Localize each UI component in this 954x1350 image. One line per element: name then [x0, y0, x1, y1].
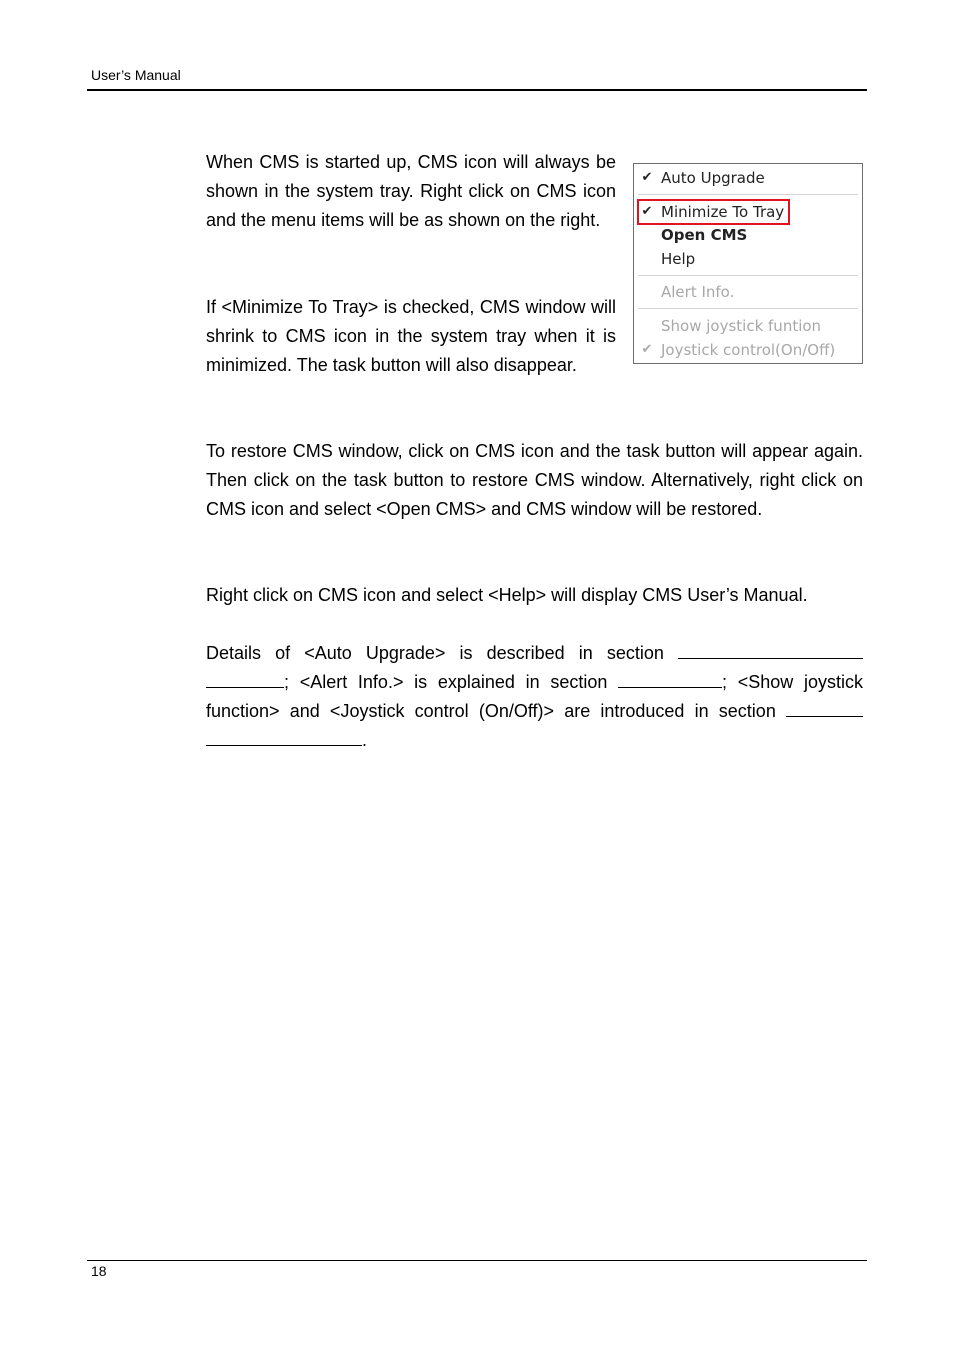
menu-item-open-cms[interactable]	[634, 224, 862, 246]
details-text-1: Details of <Auto Upgrade> is described in section	[206, 643, 678, 663]
check-icon: ✔	[641, 170, 653, 185]
check-icon: ✔	[641, 204, 653, 219]
menu-item-alert-info[interactable]	[634, 281, 862, 303]
menu-item-help[interactable]	[634, 248, 862, 270]
header-divider	[87, 89, 867, 91]
menu-separator	[638, 275, 858, 276]
details-text-2: ; <Alert Info.> is explained in section	[284, 672, 619, 692]
paragraph-help: Right click on CMS icon and select <Help> will display CMS User’s Manual.	[206, 585, 808, 605]
menu-item-auto-upgrade[interactable]	[634, 167, 862, 189]
section-blank	[206, 728, 362, 746]
menu-item-show-joystick[interactable]	[634, 315, 862, 337]
menu-item-label: Joystick control(On/Off)	[661, 341, 836, 359]
details-text-4: .	[362, 730, 368, 750]
paragraph-restore-window: To restore CMS window, click on CMS icon and the task button will appear again. Then click on the task button to restore CMS window. Alternatively, right click on CMS icon and select <Open CMS> and CMS window will be restored.	[206, 441, 863, 519]
menu-separator	[638, 308, 858, 309]
cms-tray-context-menu	[633, 163, 863, 364]
section-blank	[618, 670, 722, 688]
menu-item-label: Show joystick funtion	[661, 317, 822, 335]
paragraph-minimize-to-tray: If <Minimize To Tray> is checked, CMS window will shrink to CMS icon in the system tray when it is minimized. The task button will also disappear.	[206, 297, 616, 375]
menu-item-label: Alert Info.	[661, 283, 735, 301]
highlight-box	[637, 199, 790, 225]
menu-item-label: Help	[661, 250, 696, 268]
paragraph-details	[206, 639, 863, 755]
menu-item-joystick-control[interactable]	[634, 339, 862, 361]
details-text-3: ; <Show joystick function> and <Joystick control (On/Off)> are introduced in section	[206, 672, 863, 721]
page-number: 18	[91, 1263, 107, 1279]
footer-divider	[87, 1260, 867, 1261]
section-blank	[786, 699, 863, 717]
section-blank	[206, 670, 284, 688]
menu-item-label: Auto Upgrade	[661, 169, 765, 187]
menu-separator	[638, 194, 858, 195]
header-title: User’s Manual	[91, 67, 181, 83]
paragraph-system-tray: When CMS is started up, CMS icon will always be shown in the system tray. Right click on CMS icon and the menu items will be as shown on the right.	[206, 152, 616, 230]
check-icon: ✔	[641, 342, 653, 357]
menu-item-label: Open CMS	[661, 226, 748, 244]
section-blank	[678, 641, 863, 659]
menu-item-label: Minimize To Tray	[661, 203, 785, 221]
